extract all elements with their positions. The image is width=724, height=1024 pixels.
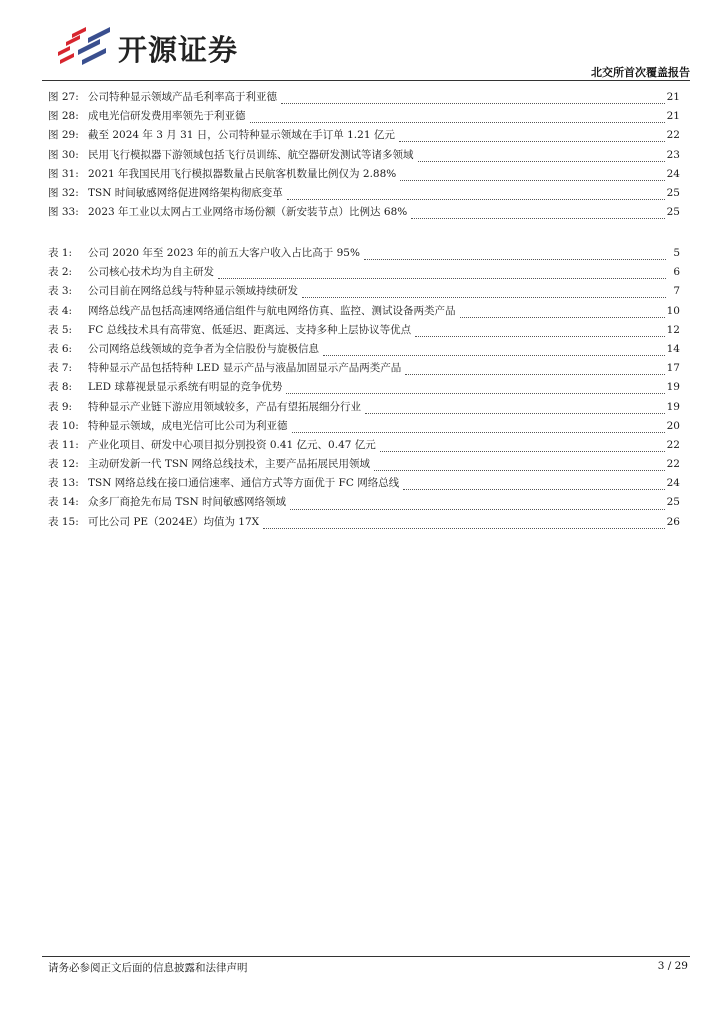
header-divider — [42, 80, 690, 81]
figure-list — [48, 88, 680, 222]
toc-leader — [364, 247, 666, 260]
toc-row[interactable] — [48, 378, 680, 397]
page-number: 3 / 29 — [657, 960, 688, 972]
toc-title: 产业化项目、研发中心项目拟分别投资 0.41 亿元、0.47 亿元 — [88, 438, 376, 451]
toc-page: 21 — [666, 91, 680, 103]
toc-leader — [405, 362, 664, 375]
toc-label: 图 28: — [48, 110, 79, 123]
toc-leader — [281, 91, 665, 104]
toc-title: LED 球幕视景显示系统有明显的竞争优势 — [88, 381, 283, 394]
toc-label: 图 32: — [48, 186, 79, 199]
toc-page: 24 — [666, 477, 680, 490]
toc-title: TSN 时间敏感网络促进网络架构彻底变革 — [88, 186, 283, 199]
toc-title: 公司 2020 年至 2023 年的前五大客户收入占比高于 95% — [88, 247, 360, 259]
footer-disclaimer: 请务必参阅正文后面的信息披露和法律声明 — [48, 962, 248, 974]
toc-label: 图 30: — [48, 148, 79, 161]
toc-label: 表 10: — [48, 419, 79, 432]
toc-title: 众多厂商抢先布局 TSN 时间敏感网络领域 — [88, 496, 287, 509]
toc-row[interactable] — [48, 282, 680, 301]
toc-row[interactable] — [48, 398, 680, 417]
toc-label: 表 5: — [48, 323, 73, 336]
toc-label: 表 7: — [48, 362, 73, 375]
page-header — [0, 0, 724, 84]
toc-leader — [218, 266, 666, 279]
toc-page: 17 — [666, 362, 680, 375]
report-type: 北交所首次覆盖报告 — [591, 66, 690, 79]
toc-title: 民用飞行模拟器下游领域包括飞行员训练、航空器研发测试等诸多领域 — [88, 148, 414, 161]
toc-label: 图 31: — [48, 167, 79, 180]
toc-page: 14 — [666, 342, 680, 355]
toc-row[interactable] — [48, 107, 680, 126]
footer-divider — [42, 956, 690, 957]
toc-leader — [374, 458, 665, 471]
toc-title: TSN 网络总线在接口通信速率、通信方式等方面优于 FC 网络总线 — [88, 477, 400, 490]
toc-leader — [286, 381, 664, 394]
toc-title: 截至 2024 年 3 月 31 日，公司特种显示领域在手订单 1.21 亿元 — [88, 129, 395, 142]
toc-row[interactable] — [48, 146, 680, 165]
toc-row[interactable] — [48, 321, 680, 340]
toc-row[interactable] — [48, 165, 680, 184]
toc-title: FC 总线技术具有高带宽、低延迟、距离远、支持多种上层协议等优点 — [88, 323, 412, 336]
toc-leader — [399, 129, 665, 142]
toc-title: 特种显示产品包括特种 LED 显示产品与液晶加固显示产品两类产品 — [88, 362, 402, 375]
toc-leader — [403, 477, 664, 490]
toc-label: 表 3: — [48, 285, 73, 298]
toc-page: 22 — [666, 458, 680, 471]
toc-row[interactable] — [48, 436, 680, 455]
toc-leader — [400, 168, 664, 181]
toc-leader — [263, 516, 664, 529]
toc-row[interactable] — [48, 493, 680, 512]
toc-label: 表 4: — [48, 304, 73, 317]
toc-leader — [302, 285, 666, 298]
toc-page: 7 — [673, 285, 680, 298]
toc-label: 表 12: — [48, 458, 79, 471]
toc-page: 21 — [666, 110, 680, 123]
toc-title: 公司特种显示领域产品毛利率高于利亚德 — [88, 91, 277, 103]
toc-title: 2021 年我国民用飞行模拟器数量占民航客机数量比例仅为 2.88% — [88, 167, 397, 180]
toc-page: 20 — [666, 419, 680, 432]
toc-leader — [250, 110, 665, 123]
toc-page: 26 — [666, 515, 680, 528]
toc-leader — [380, 439, 665, 452]
toc-label: 表 11: — [48, 438, 79, 451]
toc-row[interactable] — [48, 88, 680, 107]
toc-row[interactable] — [48, 244, 680, 263]
toc-leader — [460, 305, 665, 318]
toc-leader — [292, 420, 665, 433]
toc-label: 表 9: — [48, 400, 73, 413]
toc-label: 图 27: — [48, 91, 79, 103]
toc-label: 表 14: — [48, 496, 79, 509]
toc-page: 10 — [666, 304, 680, 317]
toc-label: 表 8: — [48, 381, 73, 394]
toc-row[interactable] — [48, 302, 680, 321]
toc-page: 22 — [666, 129, 680, 142]
toc-page: 25 — [666, 206, 680, 219]
toc-title: 可比公司 PE（2024E）均值为 17X — [88, 515, 260, 528]
toc-leader — [411, 206, 664, 219]
toc-row[interactable] — [48, 203, 680, 222]
toc-title: 成电光信研发费用率领先于利亚德 — [88, 110, 246, 123]
toc-page: 24 — [666, 167, 680, 180]
toc-label: 表 2: — [48, 266, 73, 279]
toc-page: 22 — [666, 438, 680, 451]
toc-title: 特种显示产业链下游应用领域较多，产品有望拓展细分行业 — [88, 400, 361, 413]
brand-name: 开源证券 — [118, 33, 239, 67]
toc-leader — [415, 324, 664, 337]
toc-page: 5 — [673, 247, 680, 259]
toc-leader — [323, 343, 665, 356]
toc-page: 23 — [666, 148, 680, 161]
table-list — [48, 244, 680, 532]
toc-row[interactable] — [48, 184, 680, 203]
toc-row[interactable] — [48, 126, 680, 145]
toc-page: 19 — [666, 381, 680, 394]
toc-label: 表 15: — [48, 515, 79, 528]
toc-page: 19 — [666, 400, 680, 413]
toc-title: 网络总线产品包括高速网络通信组件与航电网络仿真、监控、测试设备两类产品 — [88, 304, 456, 317]
toc-leader — [290, 497, 665, 510]
toc-row[interactable] — [48, 359, 680, 378]
toc-title: 公司核心技术均为自主研发 — [88, 266, 214, 279]
toc-title: 公司目前在网络总线与特种显示领域持续研发 — [88, 285, 298, 298]
toc-label: 表 6: — [48, 342, 73, 355]
toc-page: 25 — [666, 496, 680, 509]
toc-label: 表 1: — [48, 247, 73, 259]
toc-leader — [365, 401, 665, 414]
toc-row[interactable] — [48, 474, 680, 493]
toc-page: 12 — [666, 323, 680, 336]
toc-label: 表 13: — [48, 477, 79, 490]
toc-leader — [287, 187, 665, 200]
toc-label: 图 33: — [48, 206, 79, 219]
toc-page: 25 — [666, 186, 680, 199]
toc-title: 特种显示领域，成电光信可比公司为利亚德 — [88, 419, 288, 432]
toc-page: 6 — [673, 266, 680, 279]
toc-row[interactable] — [48, 340, 680, 359]
toc-title: 公司网络总线领域的竞争者为全信股份与旋极信息 — [88, 342, 319, 355]
toc-title: 2023 年工业以太网占工业网络市场份额（新安装节点）比例达 68% — [88, 206, 408, 219]
toc-row[interactable] — [48, 455, 680, 474]
toc-label: 图 29: — [48, 129, 79, 142]
toc-leader — [418, 149, 665, 162]
toc-row[interactable] — [48, 263, 680, 282]
toc-title: 主动研发新一代 TSN 网络总线技术，主要产品拓展民用领域 — [88, 458, 371, 471]
toc-row[interactable] — [48, 513, 680, 532]
toc-row[interactable] — [48, 417, 680, 436]
